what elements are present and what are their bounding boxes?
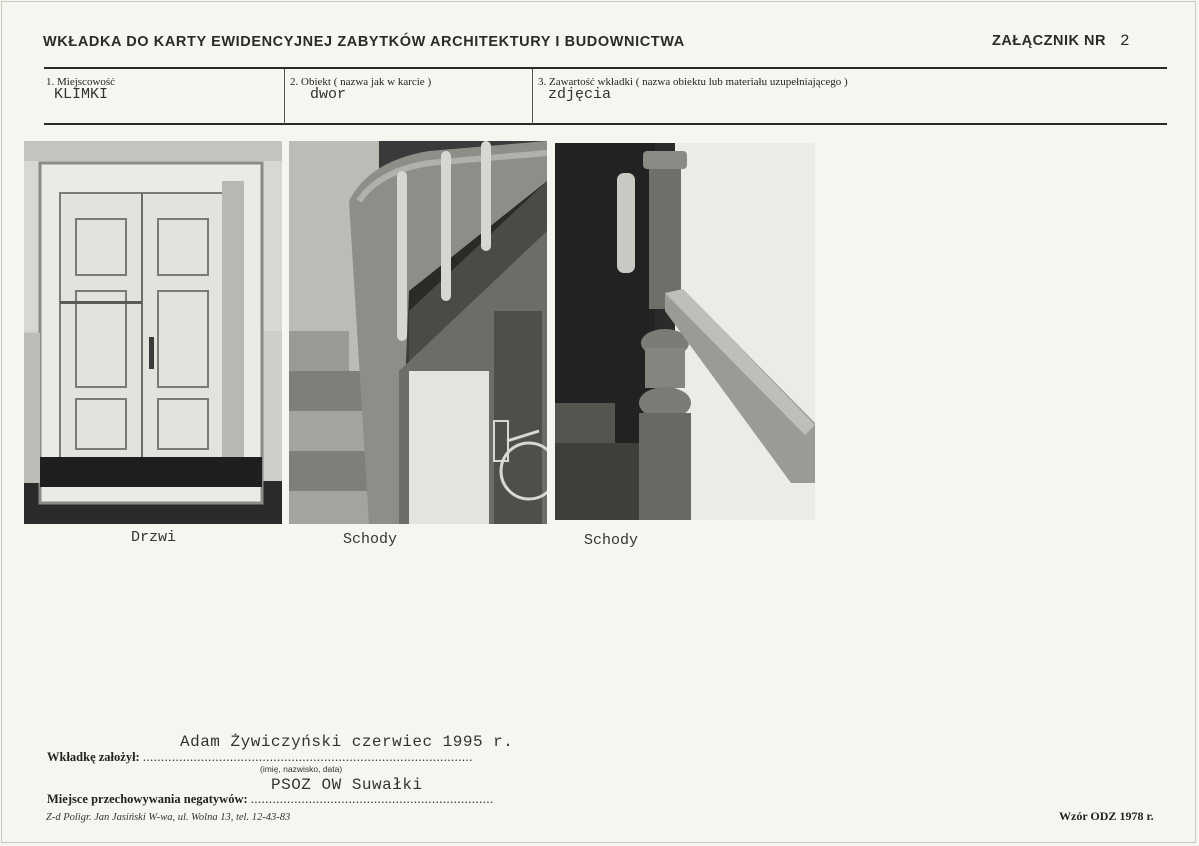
printer-imprint: Z-d Poligr. Jan Jasiński W-wa, ul. Wolna 13, tel. 12-43-83	[46, 812, 291, 823]
annex-heading	[992, 32, 1130, 50]
object-label: 2. Obiekt ( nazwa jak w karcie )	[290, 76, 432, 88]
storage-dotted-line: ...................................................................	[250, 792, 494, 806]
locality-value: KLIMKI	[54, 86, 109, 103]
storage-label: Miejsce przechowywania negatywów:	[47, 792, 248, 806]
photo-caption-1: Drzwi	[131, 529, 177, 546]
author-hint: (imię, nazwisko, data)	[260, 764, 343, 774]
photo-caption-3: Schody	[584, 532, 639, 549]
author-dotted-line: ...........................................................................................	[142, 750, 473, 764]
newel-post-photo	[555, 143, 815, 520]
field-divider-1	[284, 69, 285, 124]
header-rule-top	[44, 67, 1167, 69]
annex-number: 2	[1119, 32, 1131, 50]
contents-label: 3. Zawartość wkładki ( nazwa obiektu lub materiału uzupełniającego )	[538, 76, 848, 88]
object-value: dwor	[310, 86, 347, 103]
form-title: WKŁADKA DO KARTY EWIDENCYJNEJ ZABYTKÓW ARCHITEKTURY I BUDOWNICTWA	[43, 34, 685, 50]
form-model: Wzór ODZ 1978 r.	[1059, 809, 1154, 823]
author-field	[47, 750, 473, 765]
author-label: Wkładkę założył:	[47, 750, 140, 764]
storage-value: PSOZ OW Suwałki	[271, 776, 423, 794]
photo-caption-2: Schody	[343, 531, 398, 548]
locality-label: 1. Miejscowość	[46, 76, 116, 88]
staircase-photo	[289, 141, 547, 524]
author-value: Adam Żywiczyński czerwiec 1995 r.	[180, 733, 514, 751]
annex-label: ZAŁĄCZNIK NR	[992, 33, 1106, 49]
contents-value: zdjęcia	[548, 86, 612, 103]
field-divider-2	[532, 69, 533, 124]
door-photo	[24, 141, 282, 524]
storage-field	[47, 792, 494, 807]
header-rule-bottom	[44, 123, 1167, 125]
